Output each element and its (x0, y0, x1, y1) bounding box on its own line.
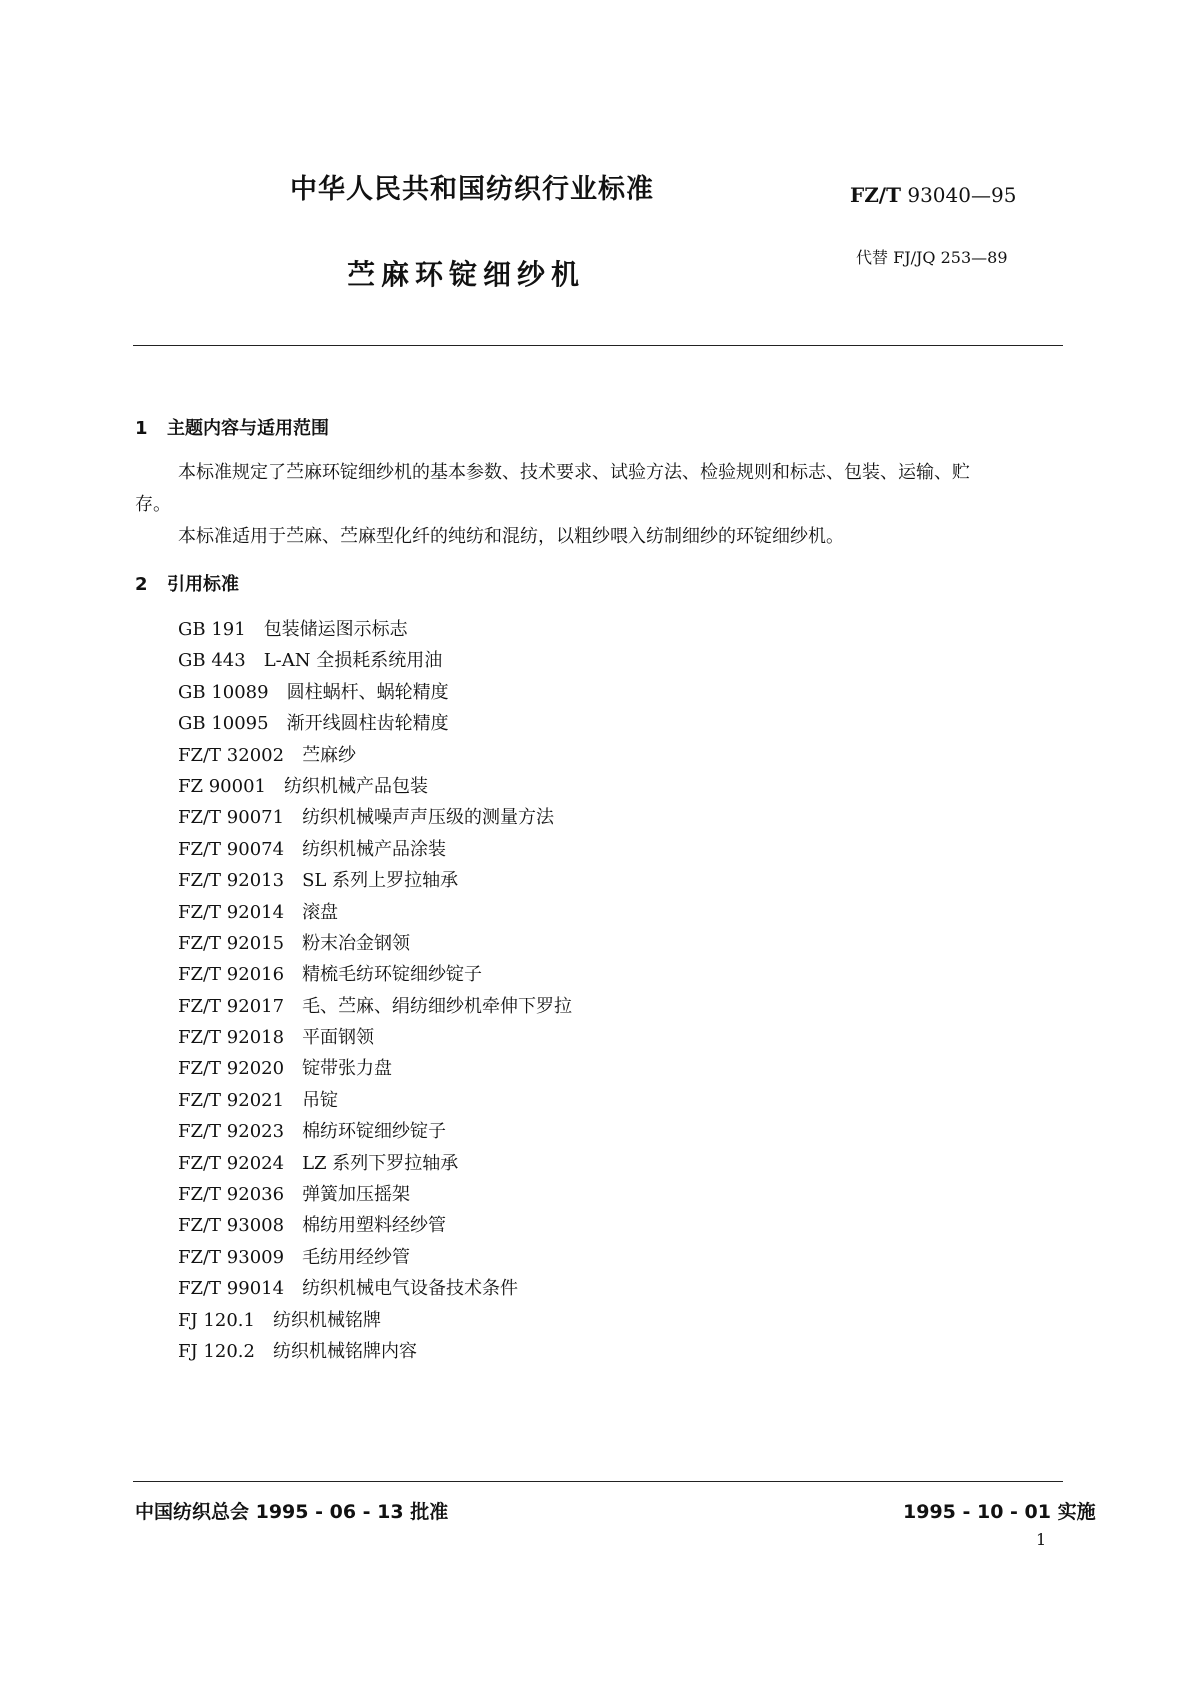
reference-code: FZ/T 92016 (178, 964, 285, 986)
reference-name: 纺织机械产品包装 (283, 775, 428, 797)
reference-code: FJ 120.2 (178, 1340, 255, 1362)
reference-code: GB 10095 (178, 713, 269, 735)
reference-item (178, 1273, 572, 1304)
reference-item (178, 614, 572, 645)
reference-item (178, 991, 572, 1022)
section-1-paragraph-1-line-2: 存。 (135, 494, 171, 515)
reference-item (178, 1022, 572, 1053)
reference-item (178, 1305, 572, 1336)
reference-item (178, 708, 572, 739)
reference-code: FZ/T 92020 (178, 1058, 285, 1080)
reference-name: 滚盘 (302, 901, 339, 923)
reference-item (178, 897, 572, 928)
reference-code: FZ/T 92021 (178, 1089, 285, 1111)
reference-code: FZ 90001 (178, 775, 266, 797)
document-title: 苎麻环锭细纱机 (347, 258, 586, 291)
reference-code: FZ/T 93009 (178, 1246, 285, 1268)
header-divider (133, 345, 1063, 346)
standard-number (850, 183, 1016, 207)
reference-item (178, 865, 572, 896)
reference-code: FZ/T 93008 (178, 1215, 285, 1237)
issuing-standard-title: 中华人民共和国纺织行业标准 (290, 174, 654, 205)
reference-code: FZ/T 92018 (178, 1027, 285, 1049)
reference-item (178, 1179, 572, 1210)
reference-item (178, 740, 572, 771)
reference-item (178, 1210, 572, 1241)
section-1-paragraph-2: 本标准适用于苎麻、苎麻型化纤的纯纺和混纺，以粗纱喂入纺制细纱的环锭细纱机。 (178, 526, 844, 547)
reference-name: 毛纺用经纱管 (302, 1246, 411, 1268)
section-2-heading (135, 570, 239, 596)
reference-item (178, 1336, 572, 1367)
reference-name: 毛、苎麻、绢纺细纱机牵伸下罗拉 (302, 995, 573, 1017)
page-number: 1 (1036, 1530, 1047, 1549)
reference-item (178, 834, 572, 865)
standard-prefix: FZ/T (850, 183, 901, 207)
reference-name: 纺织机械铭牌内容 (272, 1340, 417, 1362)
reference-name: 粉末冶金钢领 (302, 932, 411, 954)
reference-item (178, 677, 572, 708)
reference-name: 纺织机械铭牌 (272, 1309, 381, 1331)
reference-name: 包装储运图示标志 (263, 619, 408, 640)
section-2-number: 2 (135, 574, 148, 595)
reference-code: FZ/T 99014 (178, 1278, 285, 1300)
reference-name: L-AN 全损耗系统用油 (263, 650, 443, 672)
reference-code: FJ 120.1 (178, 1309, 255, 1331)
reference-item (178, 1148, 572, 1179)
reference-code: FZ/T 92017 (178, 995, 285, 1017)
reference-item (178, 1116, 572, 1147)
reference-name: 纺织机械产品涂装 (302, 838, 447, 860)
reference-name: 平面钢领 (302, 1027, 375, 1049)
reference-name: 精梳毛纺环锭细纱锭子 (302, 964, 483, 986)
reference-code: FZ/T 92014 (178, 901, 285, 923)
reference-item (178, 1242, 572, 1273)
section-1-title: 主题内容与适用范围 (167, 418, 329, 439)
reference-item (178, 645, 572, 676)
approval-note: 中国纺织总会 1995 - 06 - 13 批准 (135, 1501, 449, 1523)
reference-code: FZ/T 90074 (178, 838, 285, 860)
reference-code: FZ/T 92023 (178, 1121, 285, 1143)
reference-name: 渐开线圆柱齿轮精度 (286, 713, 449, 735)
replaces-standard: 代替 FJ/JQ 253—89 (856, 248, 1008, 267)
section-1-number: 1 (135, 418, 148, 439)
reference-item (178, 1085, 572, 1116)
section-2-title: 引用标准 (167, 574, 239, 595)
reference-name: 苎麻纱 (302, 744, 357, 766)
reference-item (178, 771, 572, 802)
reference-list (178, 614, 572, 1367)
section-1-heading (135, 414, 329, 440)
reference-item (178, 959, 572, 990)
standard-code: 93040—95 (907, 183, 1017, 207)
reference-code: GB 191 (178, 619, 246, 640)
section-1-paragraph-1-line-1: 本标准规定了苎麻环锭细纱机的基本参数、技术要求、试验方法、检验规则和标志、包装、运输、贮 (178, 462, 970, 483)
reference-name: LZ 系列下罗拉轴承 (302, 1152, 459, 1174)
reference-item (178, 1053, 572, 1084)
reference-code: FZ/T 92036 (178, 1184, 285, 1206)
reference-name: 锭带张力盘 (302, 1058, 393, 1080)
reference-name: SL 系列上罗拉轴承 (302, 870, 459, 892)
reference-item (178, 928, 572, 959)
reference-code: FZ/T 92015 (178, 932, 285, 954)
reference-name: 吊锭 (302, 1089, 339, 1111)
reference-code: GB 10089 (178, 681, 269, 703)
reference-code: FZ/T 90071 (178, 807, 285, 829)
reference-name: 纺织机械电气设备技术条件 (302, 1278, 519, 1300)
reference-name: 棉纺用塑料经纱管 (302, 1215, 447, 1237)
reference-name: 弹簧加压摇架 (302, 1184, 411, 1206)
reference-name: 圆柱蜗杆、蜗轮精度 (286, 681, 449, 703)
reference-code: GB 443 (178, 650, 246, 672)
reference-item (178, 802, 572, 833)
reference-code: FZ/T 92024 (178, 1152, 285, 1174)
footer-divider (133, 1481, 1063, 1482)
reference-code: FZ/T 92013 (178, 870, 285, 892)
reference-name: 纺织机械噪声声压级的测量方法 (302, 807, 555, 829)
reference-name: 棉纺环锭细纱锭子 (302, 1121, 447, 1143)
effective-date: 1995 - 10 - 01 实施 (903, 1501, 1096, 1523)
reference-code: FZ/T 32002 (178, 744, 285, 766)
